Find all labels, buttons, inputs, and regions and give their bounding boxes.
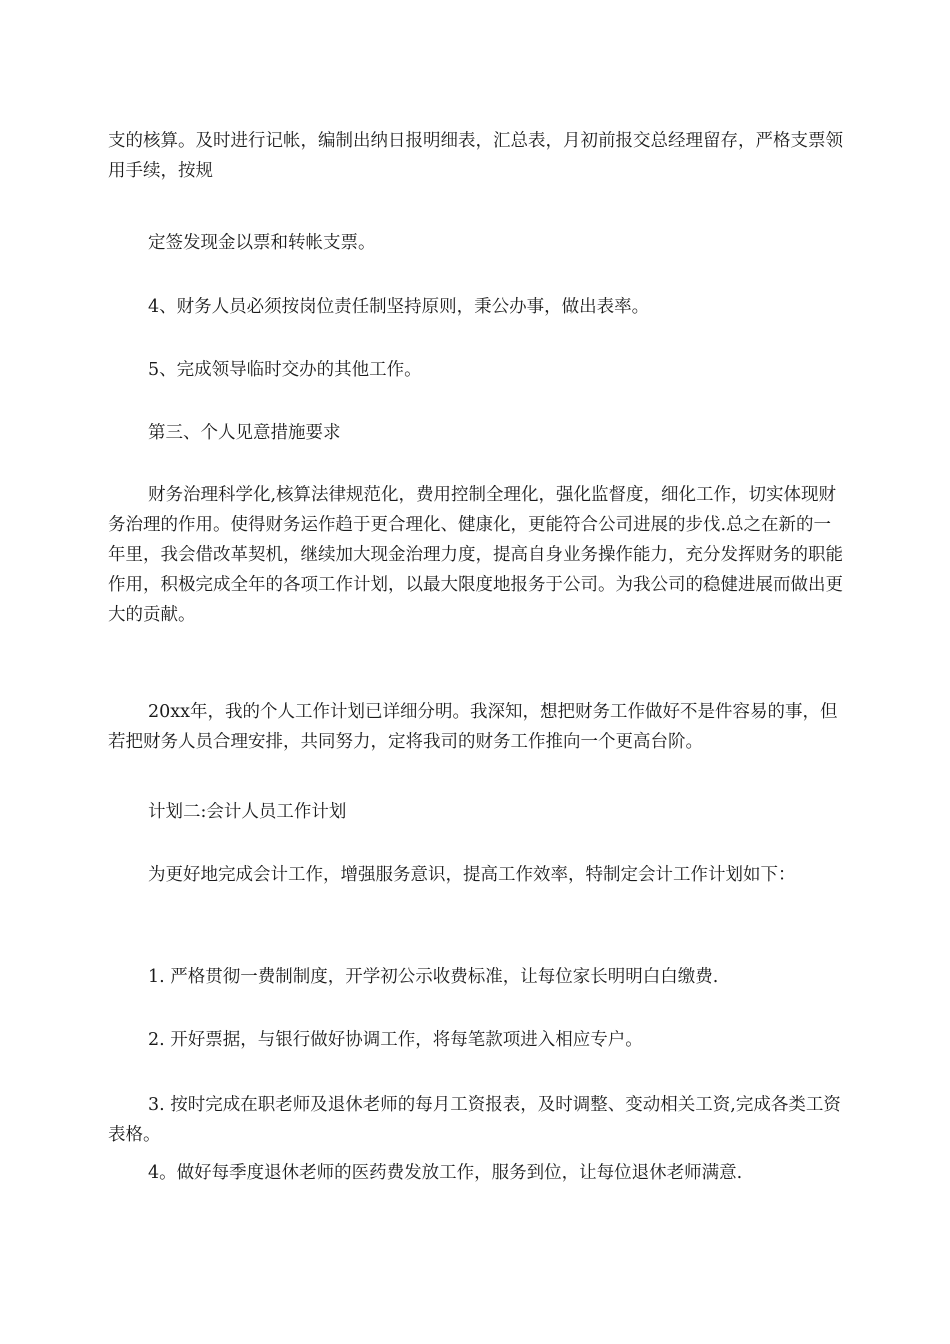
- paragraph-financial-management: 财务治理科学化,核算法律规范化，费用控制全理化，强化监督度，细化工作，切实体现财务治理的作用。使得财务运作趋于更合理化、健康化，更能符合公司进展的步伐.总之在新的一年里，我会借改革契机，继续加大现金治理力度，提高自身业务操作能力，充分发挥财务的职能作用，积极完成全年的各项工作计划，以最大限度地报务于公司。为我公司的稳健进展而做出更大的贡献。: [108, 485, 843, 625]
- list-item-1: 1. 严格贯彻一费制制度，开学初公示收费标准，让每位家长明明白白缴费.: [148, 967, 719, 987]
- list-item-4: 4。做好每季度退休老师的医药费发放工作，服务到位，让每位退休老师满意.: [148, 1163, 743, 1183]
- paragraph-plan-intro: 为更好地完成会计工作，增强服务意识，提高工作效率，特制定会计工作计划如下：: [148, 865, 796, 885]
- paragraph-issue-checks: 定签发现金以票和转帐支票。: [148, 233, 376, 253]
- list-item-3: 3. 按时完成在职老师及退休老师的每月工资报表，及时调整、变动相关工资,完成各类工资表格。: [108, 1095, 841, 1145]
- paragraph-plan-summary: 20xx年，我的个人工作计划已详细分明。我深知，想把财务工作做好不是件容易的事，但若把财务人员合理安排，共同努力，定将我司的财务工作推向一个更高台阶。: [108, 702, 838, 752]
- paragraph-item-4: 4、财务人员必须按岗位责任制坚持原则，秉公办事，做出表率。: [148, 297, 650, 317]
- list-item-2: 2. 开好票据，与银行做好协调工作，将每笔款项进入相应专户。: [148, 1030, 643, 1050]
- section-heading-plan-two: 计划二:会计人员工作计划: [148, 802, 347, 822]
- section-heading-measures: 第三、个人见意措施要求: [148, 423, 341, 443]
- paragraph-item-5: 5、完成领导临时交办的其他工作。: [148, 360, 422, 380]
- paragraph-accounting-duties: 支的核算。及时进行记帐，编制出纳日报明细表，汇总表，月初前报交总经理留存，严格支票领用手续，按规: [108, 131, 843, 181]
